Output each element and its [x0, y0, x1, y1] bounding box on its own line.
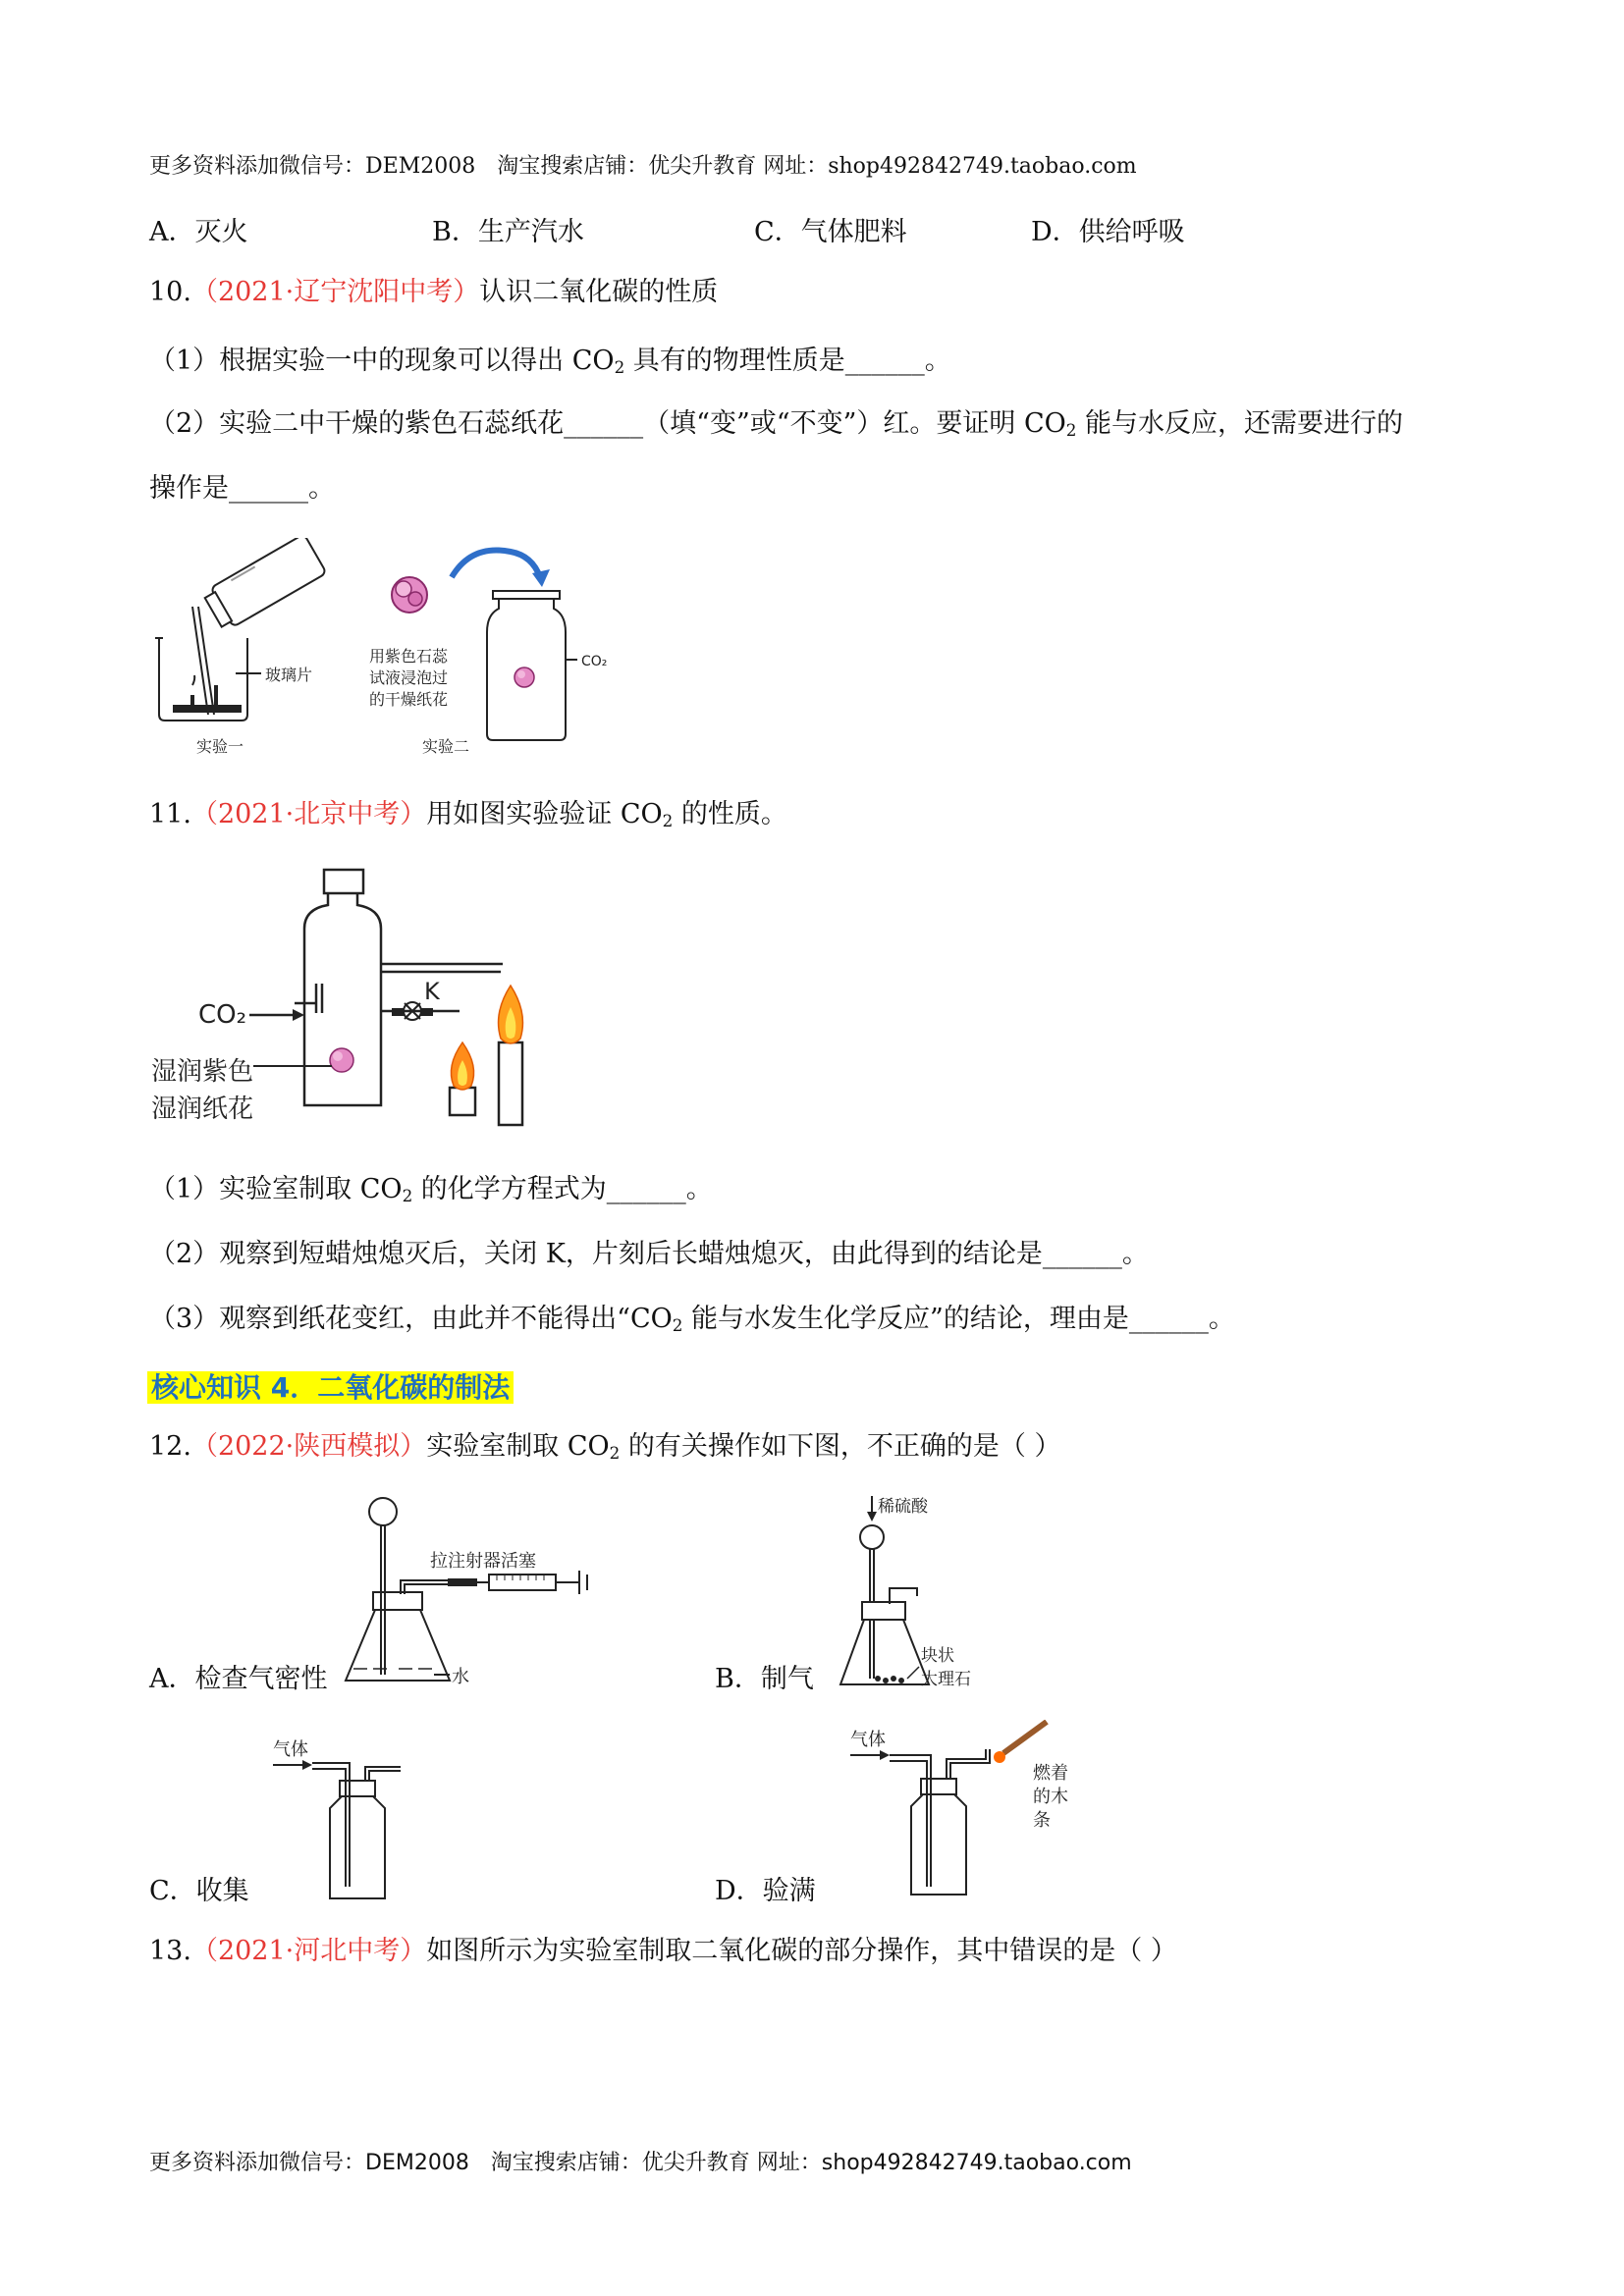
q10-part1 — [149, 344, 951, 379]
label-exp1: 实验一 — [196, 737, 244, 756]
subscript: 2 — [614, 357, 625, 378]
label-stick-line3: 条 — [1033, 1810, 1051, 1831]
q12-figure-c — [263, 1734, 420, 1910]
q12-stem-b: 的有关操作如下图，不正确的是（ ） — [620, 1431, 1061, 1462]
label-stick-line1: 燃着 — [1033, 1763, 1068, 1784]
q11-number: 11. — [149, 799, 191, 829]
subscript: 2 — [1065, 420, 1077, 441]
label-flower-line1: 用紫色石蕊 — [369, 647, 449, 666]
label-flower-line3: 的干燥纸花 — [369, 690, 449, 709]
q13-number: 13. — [149, 1936, 191, 1966]
collect-bottle — [312, 1763, 401, 1898]
q11-stem-a: 用如图实验验证 CO — [426, 799, 663, 829]
label-flower-line2: 试液浸泡过 — [369, 668, 449, 687]
subscript: 2 — [402, 1186, 413, 1206]
q12-source: （2022·陕西模拟） — [190, 1431, 427, 1462]
q12-option-c: C．收集 — [149, 1876, 249, 1906]
acid-arrow-head — [867, 1512, 877, 1522]
q13-source: （2021·河北中考） — [190, 1936, 427, 1966]
q11-title — [149, 797, 787, 832]
label-exp2: 实验二 — [422, 737, 470, 756]
q12-figure-a — [340, 1492, 615, 1698]
q11-part1-text-b: 的化学方程式为______。 — [412, 1174, 713, 1204]
q12-figure-d — [846, 1720, 1082, 1916]
q10-part2-text-a: （2）实验二中干燥的紫色石蕊纸花______（填“变”或“不变”）红。要证明 CO — [149, 408, 1066, 439]
gas-jar — [487, 591, 566, 740]
collect-bottle — [890, 1749, 990, 1895]
q10-number: 10. — [149, 277, 191, 307]
flame-small — [192, 675, 194, 685]
q11-part1-text-a: （1）实验室制取 CO — [149, 1174, 403, 1204]
subscript: 2 — [609, 1443, 621, 1464]
label-co2: CO₂ — [581, 654, 608, 669]
rubber-tube — [448, 1578, 477, 1586]
label-gas: 气体 — [850, 1730, 886, 1750]
label-k: K — [424, 978, 440, 1005]
gas-arrow-head — [880, 1750, 890, 1760]
label-gas: 气体 — [273, 1739, 308, 1760]
q12-stem-a: 实验室制取 CO — [426, 1431, 610, 1462]
q10-source: （2021·辽宁沈阳中考） — [190, 277, 480, 307]
inlet-tube — [295, 984, 322, 1013]
q11-part3-text-b: 能与水发生化学反应”的结论，理由是______。 — [682, 1304, 1235, 1334]
q12-option-a: A．检查气密性 — [149, 1664, 328, 1694]
label-syringe: 拉注射器活塞 — [430, 1551, 536, 1572]
q9-option-d: D．供给呼吸 — [1031, 217, 1185, 247]
q9-option-c: C．气体肥料 — [754, 217, 907, 247]
rose-flower-1 — [392, 577, 427, 613]
conical-flask — [346, 1592, 450, 1681]
tall-candle — [499, 986, 523, 1125]
label-glass-slide: 玻璃片 — [265, 666, 313, 684]
outlet-pipe — [381, 964, 503, 972]
q11-part1 — [149, 1172, 713, 1207]
label-flower-line1: 湿润紫色 — [151, 1057, 254, 1087]
label-stick-line2: 的木 — [1033, 1787, 1068, 1807]
funnel — [369, 1498, 397, 1675]
marble-chips — [875, 1676, 904, 1683]
q9-option-a: A．灭火 — [149, 217, 248, 247]
short-candle — [450, 1042, 475, 1115]
section-title-text: 核心知识 4．二氧化碳的制法 — [147, 1371, 514, 1404]
q12-option-b: B．制气 — [715, 1664, 814, 1694]
gas-arrow-head — [302, 1760, 312, 1770]
q12-option-d: D．验满 — [715, 1876, 816, 1906]
label-flower-line2: 湿润纸花 — [151, 1095, 254, 1124]
burning-stick — [994, 1722, 1047, 1763]
subscript: 2 — [662, 811, 674, 831]
subscript: 2 — [672, 1315, 683, 1336]
q11-figure — [147, 866, 579, 1131]
label-marble-line1: 块状 — [921, 1646, 954, 1666]
co2-arrow-head — [293, 1009, 304, 1021]
q11-part3 — [149, 1302, 1235, 1337]
syringe — [477, 1571, 587, 1594]
q11-source: （2021·北京中考） — [190, 799, 427, 829]
page-header: 更多资料添加微信号：DEM2008 淘宝搜索店铺：优尖升教育 网址：shop492842749.taobao.com — [149, 154, 1137, 179]
label-acid: 稀硫酸 — [878, 1497, 928, 1517]
q10-stem: 认识二氧化碳的性质 — [479, 277, 719, 307]
q11-stem-b: 的性质。 — [673, 799, 787, 829]
q9-option-b: B．生产汽水 — [432, 217, 584, 247]
q12-number: 12. — [149, 1431, 191, 1462]
q13-stem: 如图所示为实验室制取二氧化碳的部分操作，其中错误的是（ ） — [426, 1936, 1177, 1966]
q12-title — [149, 1429, 1060, 1465]
q10-figure — [147, 538, 619, 764]
q10-part2-cont: 操作是______。 — [149, 473, 335, 504]
curved-arrow — [452, 550, 540, 577]
q10-part1-text-a: （1）根据实验一中的现象可以得出 CO — [149, 346, 615, 376]
q13-title — [149, 1934, 1177, 1968]
q10-part2 — [149, 406, 1403, 442]
q10-title — [149, 275, 718, 309]
rose-flower-2 — [514, 667, 534, 687]
label-marble-line2: 大理石 — [921, 1670, 971, 1689]
q11-part3-text-a: （3）观察到纸花变红，由此并不能得出“CO — [149, 1304, 673, 1334]
label-co2: CO₂ — [198, 1000, 247, 1030]
q10-part1-text-b: 具有的物理性质是______。 — [624, 346, 951, 376]
marble-pointer — [907, 1667, 919, 1679]
q12-figure-b — [835, 1492, 1031, 1698]
section-title — [147, 1366, 514, 1406]
q10-part2-text-b: 能与水反应，还需要进行的 — [1076, 408, 1404, 439]
page-footer: 更多资料添加微信号：DEM2008 淘宝搜索店铺：优尖升教育 网址：shop492842749.taobao.com — [149, 2151, 1132, 2175]
label-water: 水 — [452, 1667, 469, 1687]
tilted-jar — [202, 538, 327, 632]
wet-flower — [330, 1048, 353, 1072]
q11-part2: （2）观察到短蜡烛熄灭后，关闭 K，片刻后长蜡烛熄灭，由此得到的结论是______。 — [149, 1239, 1149, 1269]
